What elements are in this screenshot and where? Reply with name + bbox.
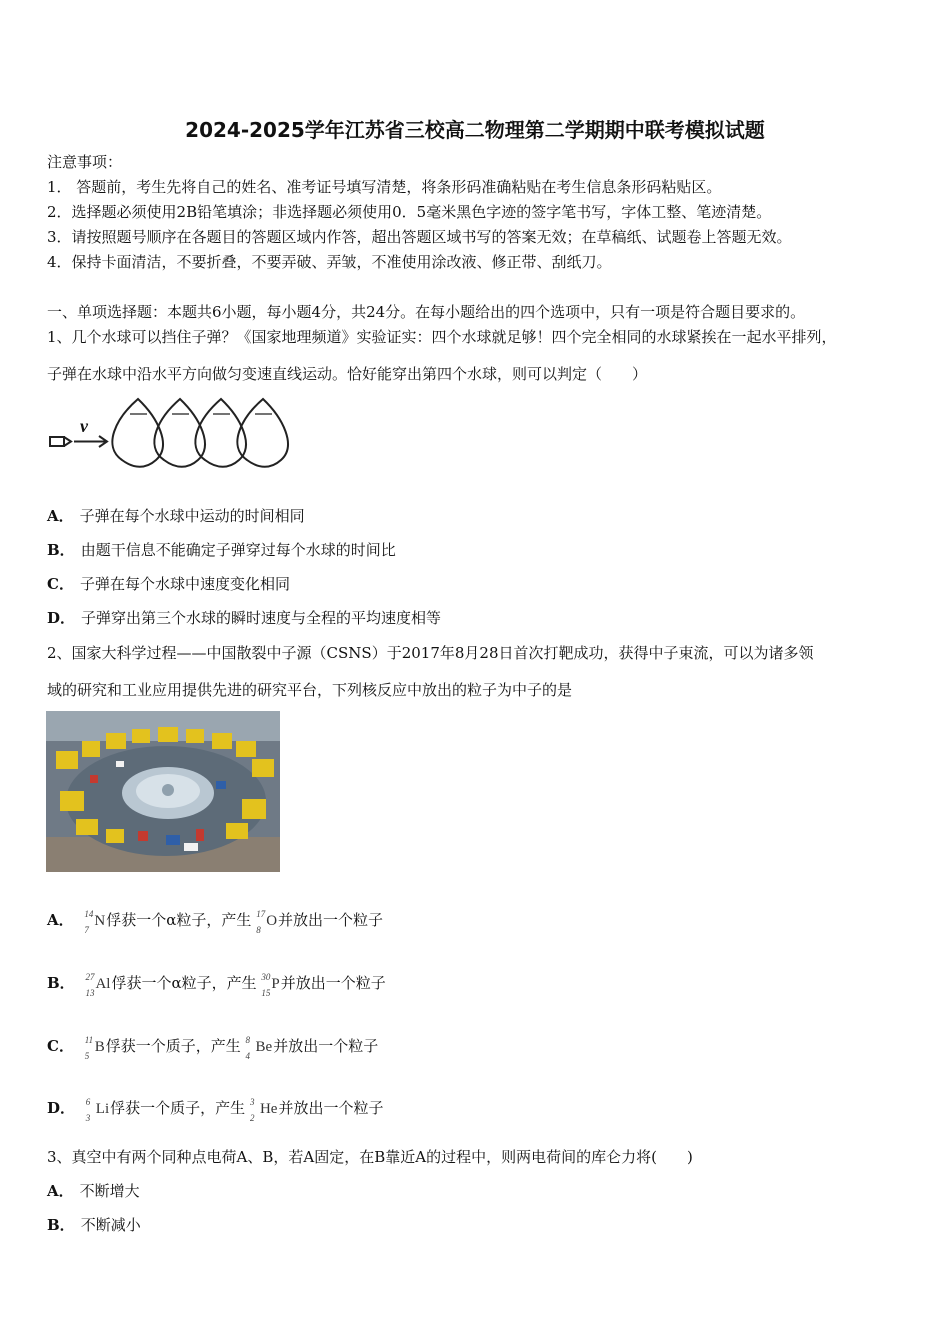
notice-item-1: 1． 答题前，考生先将自己的姓名、准考证号填写清楚，将条形码准确粘贴在考生信息条形码粘贴区。 — [47, 178, 722, 196]
q2-stem-line2: 域的研究和工业应用提供先进的研究平台，下列核反应中放出的粒子为中子的是 — [47, 681, 573, 699]
q1-option-d[interactable]: D． 子弹穿出第三个水球的瞬时速度与全程的平均速度相等 — [47, 609, 442, 627]
notice-item-3: 3．请按照题号顺序在各题目的答题区域内作答，超出答题区域书写的答案无效；在草稿纸、试题卷上答题无效。 — [47, 228, 792, 246]
nuclide-reactant: 11 5 B — [84, 1035, 105, 1061]
velocity-label: v — [80, 416, 88, 436]
q3-option-b[interactable]: B． 不断减小 — [47, 1216, 141, 1234]
q2-option-a[interactable]: A． 14 7 N俘获一个α粒子，产生 17 8 O并放出一个粒子 — [47, 909, 384, 935]
q1-option-a[interactable]: A． 子弹在每个水球中运动的时间相同 — [47, 507, 305, 525]
page-title: 2024-2025学年江苏省三校高二物理第二学期期中联考模拟试题 — [185, 118, 765, 142]
q1-option-c[interactable]: C． 子弹在每个水球中速度变化相同 — [47, 575, 290, 593]
nuclide-product: 17 8 O — [256, 909, 278, 935]
q1-stem-line2: 子弹在水球中沿水平方向做匀变速直线运动。恰好能穿出第四个水球，则可以判定（ ） — [47, 365, 648, 383]
q2-stem-line1: 2、国家大科学过程——中国散裂中子源（CSNS）于2017年8月28日首次打靶成功，获得中子束流，可以为诸多领 — [47, 644, 814, 662]
water-balls-diagram — [44, 392, 294, 472]
q1-stem-line1: 1、几个水球可以挡住子弹？《国家地理频道》实验证实：四个水球就足够！四个完全相同的水球紧挨在一起水平排列， — [47, 328, 837, 346]
bullet-icon — [50, 437, 64, 446]
nuclide-reactant: 14 7 N — [84, 909, 106, 935]
notice-heading: 注意事项： — [47, 153, 123, 171]
q2-option-d[interactable]: D． 6 3 Li俘获一个质子，产生 3 2 He并放出一个粒子 — [47, 1097, 384, 1123]
section-heading: 一、单项选择题：本题共6小题，每小题4分，共24分。在每小题给出的四个选项中，只有一项是符合题目要求的。 — [47, 303, 806, 321]
nuclide-product: 8 4 Be — [245, 1035, 273, 1061]
nuclide-product: 3 2 He — [249, 1097, 278, 1123]
q3-stem: 3、真空中有两个同种点电荷A、B，若A固定，在B靠近A的过程中，则两电荷间的库仑力将( ) — [47, 1148, 693, 1166]
nuclide-reactant: 6 3 Li — [85, 1097, 110, 1123]
nuclide-product: 30 15 P — [261, 972, 280, 998]
notice-item-2: 2．选择题必须使用2B铅笔填涂；非选择题必须使用0．5毫米黑色字迹的签字笔书写，字体工整、笔迹清楚。 — [47, 203, 772, 221]
q1-option-b[interactable]: B． 由题干信息不能确定子弹穿过每个水球的时间比 — [47, 541, 396, 559]
q2-option-c[interactable]: C． 11 5 B俘获一个质子，产生 8 4 Be并放出一个粒子 — [47, 1035, 379, 1061]
q3-option-a[interactable]: A． 不断增大 — [47, 1182, 140, 1200]
q2-option-b[interactable]: B． 27 13 Al俘获一个α粒子，产生 30 15 P并放出一个粒子 — [47, 972, 386, 998]
csns-photo — [46, 711, 280, 872]
bullet-tip — [64, 437, 71, 446]
notice-item-4: 4．保持卡面清洁，不要折叠，不要弄破、弄皱，不准使用涂改液、修正带、刮纸刀。 — [47, 253, 612, 271]
nuclide-reactant: 27 13 Al — [85, 972, 111, 998]
